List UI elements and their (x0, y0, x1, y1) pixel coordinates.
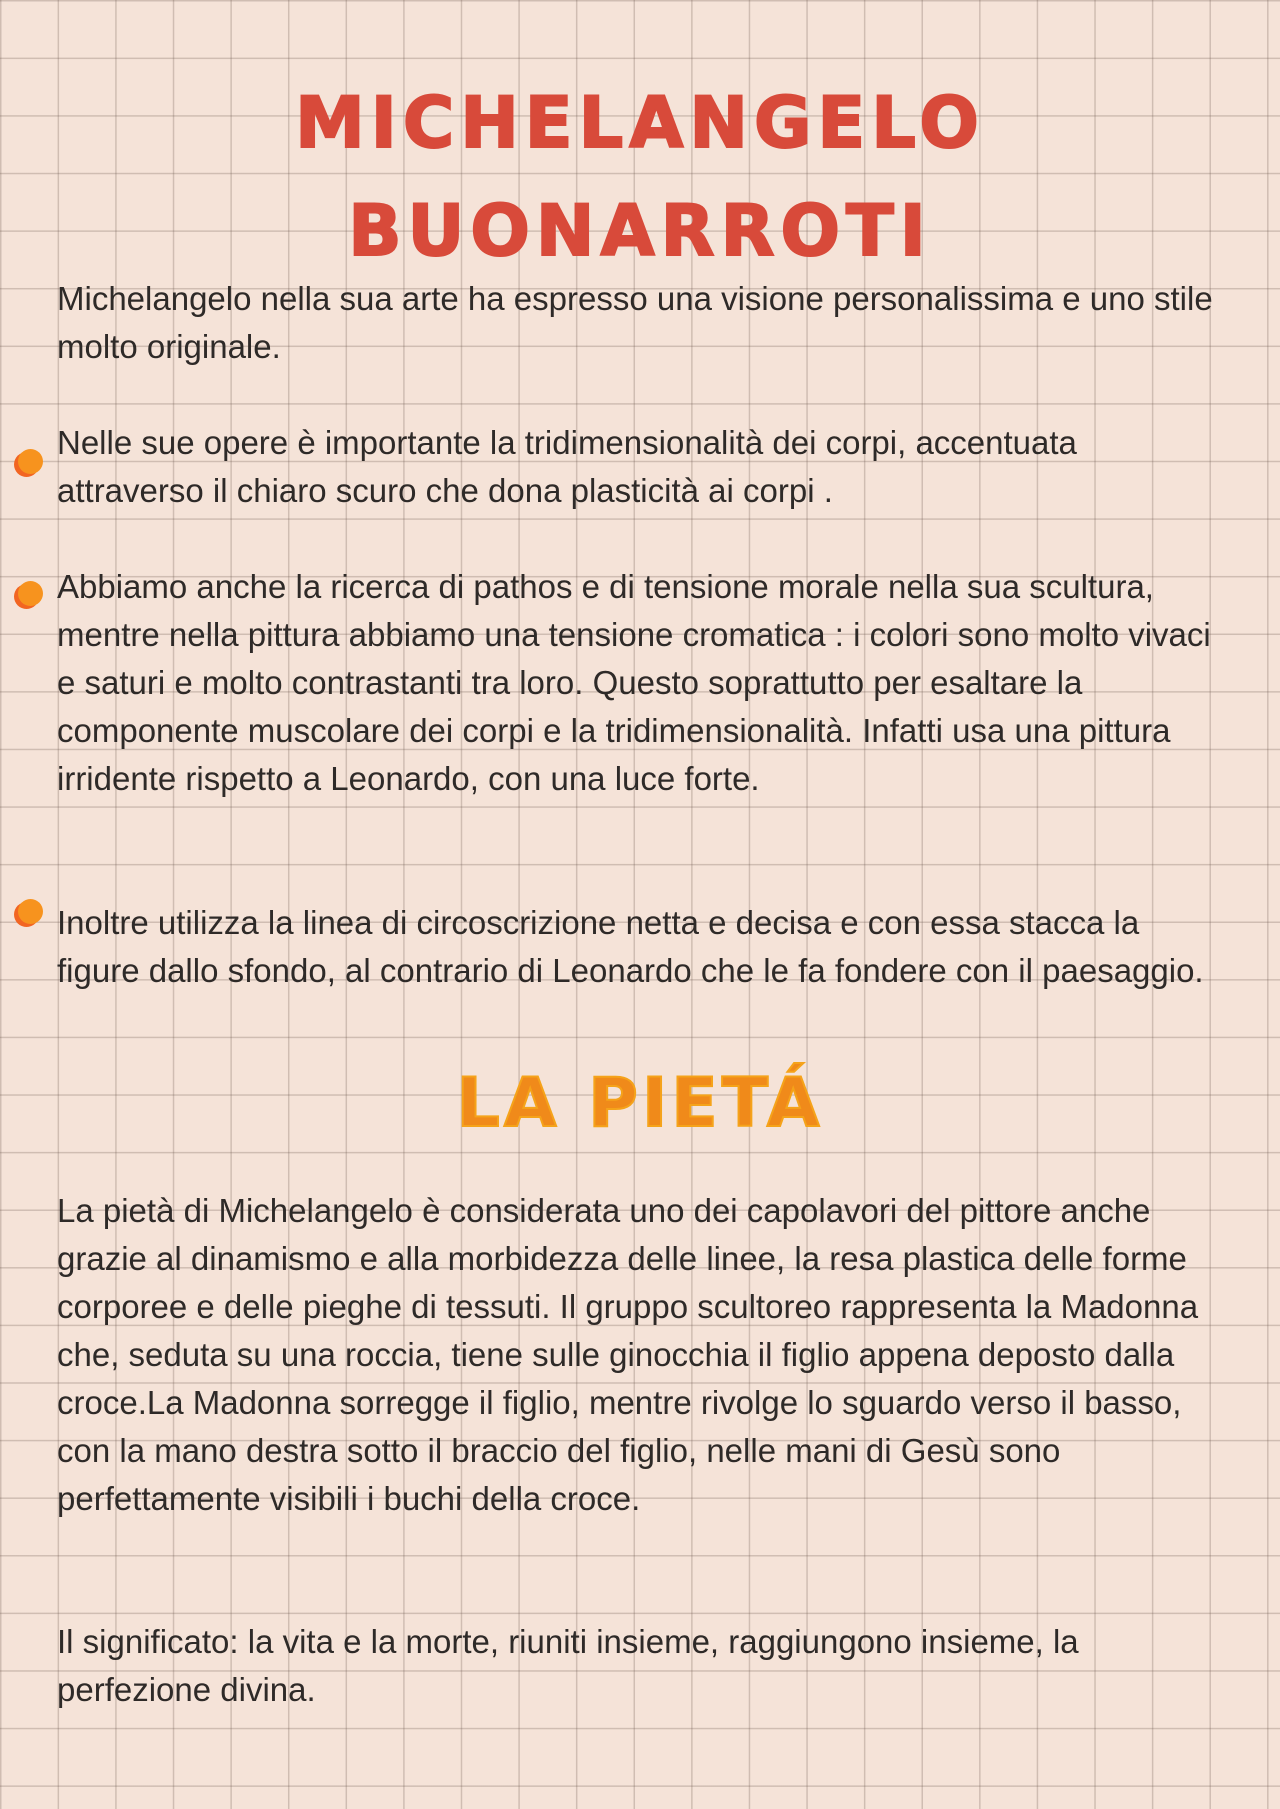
bullet-paragraph-2: Abbiamo anche la ricerca di pathos e di tensione morale nella sua scultura, mentre nella pittura abbiamo una tensione cromatica : i colori sono molto vivaci e saturi e molto contrastanti tra loro. Questo soprattutto per esaltare la componente muscolare dei corpi e la tridimensionalità. Infatti usa una pittura irridente rispetto a Leonardo, con una luce forte. (57, 568, 1211, 797)
section-paragraph: La pietà di Michelangelo è considerata uno dei capolavori del pittore anche grazie al dinamismo e alla morbidezza delle linee, la resa plastica delle forme corporee e delle pieghe di tessuti. Il gruppo scultoreo rappresenta la Madonna che, seduta su una roccia, tiene sulle ginocchia il figlio appena deposto dalla croce.La Madonna sorregge il figlio, mentre rivolge lo sguardo verso il basso, con la mano destra sotto il braccio del figlio, nelle mani di Gesù sono perfettamente visibili i buchi della croce. (57, 1192, 1199, 1517)
section-title: LA PIETÁ (456, 1064, 824, 1143)
intro-paragraph: Michelangelo nella sua arte ha espresso una visione personalissima e uno stile molto originale. (57, 280, 1213, 365)
meaning-paragraph: Il significato: la vita e la morte, riuniti insieme, raggiungono insieme, la perfezione divina. (57, 1623, 1079, 1708)
bullet-paragraph-1: Nelle sue opere è importante la tridimensionalità dei corpi, accentuata attraverso il chiaro scuro che dona plasticità ai corpi . (57, 424, 1077, 509)
bullet-dot-icon (18, 899, 43, 924)
page-title-line-1: MICHELANGELO (295, 82, 985, 164)
bullet-paragraph-3: Inoltre utilizza la linea di circoscrizione netta e decisa e con essa stacca la figure dallo sfondo, al contrario di Leonardo che le fa fondere con il paesaggio. (57, 904, 1204, 989)
bullet-dot-icon (18, 581, 43, 606)
bullet-dot-icon (18, 449, 43, 474)
page-title-line-2: BUONARROTI (348, 190, 932, 272)
